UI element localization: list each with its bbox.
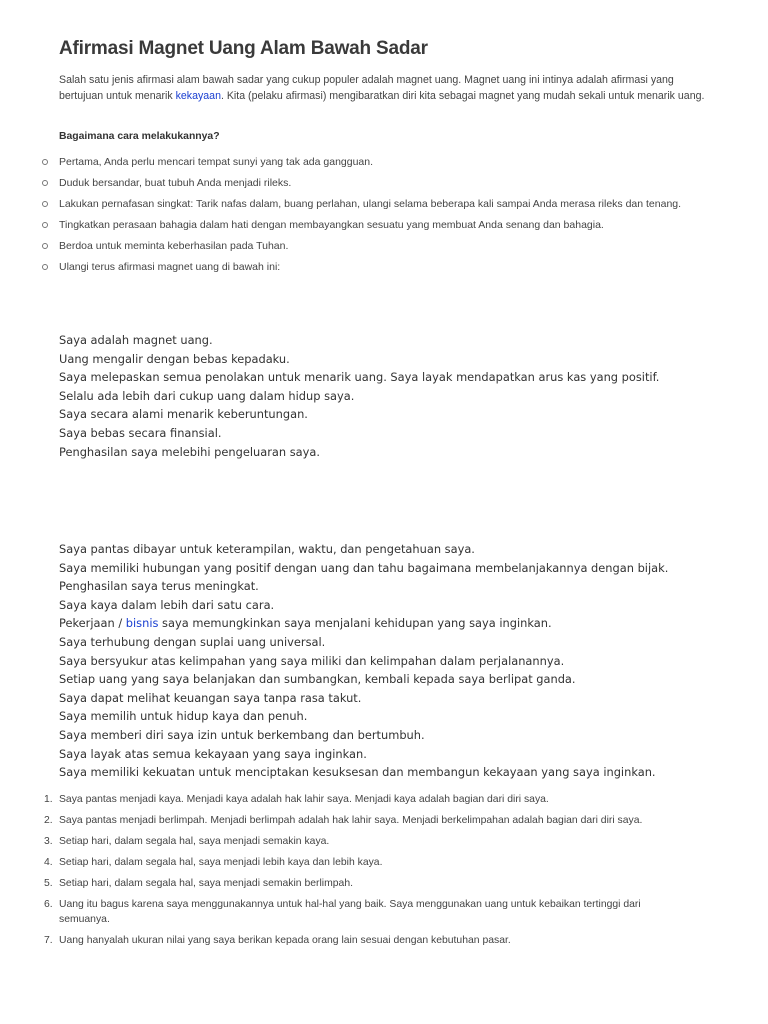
affirmation-line: Saya bebas secara finansial.: [59, 425, 222, 440]
list-item: [0, 239, 768, 260]
affirmation-line: Saya adalah magnet uang.: [59, 333, 213, 347]
affirmation-line: Saya terhubung dengan suplai uang universal.: [59, 634, 326, 649]
item-number: 1.: [44, 794, 53, 805]
circle-bullet-icon: [42, 222, 48, 228]
affirmation-line: Saya memberi diri saya izin untuk berkembang dan bertumbuh.: [59, 727, 425, 742]
step-text: Berdoa untuk meminta keberhasilan pada Tuhan.: [59, 240, 289, 252]
item-text: Setiap hari, dalam segala hal, saya menjadi semakin berlimpah.: [59, 878, 353, 889]
affirmation-line: Uang mengalir dengan bebas kepadaku.: [59, 351, 290, 366]
affirmation-line: Penghasilan saya melebihi pengeluaran saya.: [59, 444, 320, 459]
item-text: Saya pantas menjadi berlimpah. Menjadi berlimpah adalah hak lahir saya. Menjadi berkelimpahan adalah bagian dari diri saya.: [59, 815, 643, 826]
affirmation-line: Saya kaya dalam lebih dari satu cara.: [59, 597, 275, 612]
item-number: 7.: [44, 935, 53, 946]
affirmation-line: Saya secara alami menarik keberuntungan.: [59, 407, 308, 422]
item-number: 6.: [44, 899, 53, 910]
item-number: 2.: [44, 815, 53, 826]
intro-text-before: Salah satu jenis afirmasi alam bawah sadar yang cukup populer adalah magnet uang. Magnet uang ini intinya adalah afirmasi yang bertujuan untuk menarik: [59, 74, 674, 102]
list-item: [0, 792, 689, 807]
item-number: 3.: [44, 836, 53, 847]
intro-text-after: . Kita (pelaku afirmasi) mengibaratkan diri kita sebagai magnet yang mudah sekali untuk menarik uang.: [220, 89, 705, 102]
circle-bullet-icon: [42, 264, 48, 270]
affirmation-block-2: [59, 540, 668, 782]
step-text: Tingkatkan perasaan bahagia dalam hati dengan membayangkan sesuatu yang membuat Anda senang dan bahagia.: [59, 219, 604, 231]
item-text: Uang itu bagus karena saya menggunakannya untuk hal-hal yang baik. Saya menggunakan uang untuk kebaikan tertinggi dari semuanya.: [59, 899, 641, 925]
affirmation-line: Penghasilan saya terus meningkat.: [59, 579, 259, 594]
intro-paragraph: [59, 73, 719, 104]
step-text: Ulangi terus afirmasi magnet uang di bawah ini:: [59, 261, 281, 273]
page-title: Afirmasi Magnet Uang Alam Bawah Sadar: [59, 38, 428, 59]
list-item: [0, 155, 768, 176]
list-item: [0, 197, 768, 218]
affirmation-line: Saya layak atas semua kekayaan yang saya inginkan.: [59, 746, 367, 761]
list-item: [0, 218, 768, 239]
step-text: Pertama, Anda perlu mencari tempat sunyi yang tak ada gangguan.: [59, 156, 374, 168]
step-text: Duduk bersandar, buat tubuh Anda menjadi rileks.: [59, 177, 292, 189]
affirmation-line: Setiap uang yang saya belanjakan dan sumbangkan, kembali kepada saya berlipat ganda.: [59, 672, 576, 687]
list-item: [0, 897, 689, 927]
circle-bullet-icon: [42, 180, 48, 186]
affirmation-line: Saya dapat melihat keuangan saya tanpa rasa takut.: [59, 690, 362, 705]
list-item: [0, 834, 689, 849]
affirmation-line: Saya bersyukur atas kelimpahan yang saya miliki dan kelimpahan dalam perjalanannya.: [59, 653, 565, 668]
affirmation-line: [59, 614, 668, 633]
item-text: Uang hanyalah ukuran nilai yang saya berikan kepada orang lain sesuai dengan kebutuhan pasar.: [59, 935, 511, 946]
affirmation-line: Saya memilih untuk hidup kaya dan penuh.: [59, 709, 308, 724]
numbered-affirmations: [0, 792, 768, 954]
affirmation-line: Selalu ada lebih dari cukup uang dalam hidup saya.: [59, 388, 355, 403]
list-item: [0, 876, 689, 891]
kekayaan-link[interactable]: kekayaan: [175, 89, 221, 102]
item-text: Saya pantas menjadi kaya. Menjadi kaya adalah hak lahir saya. Menjadi kaya adalah bagian dari diri saya.: [59, 794, 549, 805]
circle-bullet-icon: [42, 243, 48, 249]
list-item: [0, 260, 768, 281]
item-number: 4.: [44, 857, 53, 868]
affirmation-line: Saya pantas dibayar untuk keterampilan, waktu, dan pengetahuan saya.: [59, 542, 475, 556]
circle-bullet-icon: [42, 159, 48, 165]
affirmation-text-after: saya memungkinkan saya menjalani kehidupan yang saya inginkan.: [158, 616, 552, 631]
affirmation-line: Saya melepaskan semua penolakan untuk menarik uang. Saya layak mendapatkan arus kas yang positif.: [59, 370, 660, 385]
item-number: 5.: [44, 878, 53, 889]
bisnis-link[interactable]: bisnis: [125, 616, 159, 631]
affirmation-line: Saya memiliki kekuatan untuk menciptakan kesuksesan dan membangun kekayaan yang saya inginkan.: [59, 765, 656, 780]
circle-bullet-icon: [42, 201, 48, 207]
list-item: [0, 176, 768, 197]
item-text: Setiap hari, dalam segala hal, saya menjadi semakin kaya.: [59, 836, 330, 847]
affirmation-block-1: [59, 331, 659, 461]
step-text: Lakukan pernafasan singkat: Tarik nafas dalam, buang perlahan, ulangi selama beberapa kali sampai Anda merasa rileks dan tenang.: [59, 198, 682, 210]
steps-list: [0, 155, 768, 281]
list-item: [0, 933, 689, 948]
affirmation-line: Saya memiliki hubungan yang positif dengan uang dan tahu bagaimana membelanjakannya dengan bijak.: [59, 560, 669, 575]
list-item: [0, 855, 689, 870]
how-to-subheading: Bagaimana cara melakukannya?: [59, 131, 220, 142]
list-item: [0, 813, 689, 828]
item-text: Setiap hari, dalam segala hal, saya menjadi lebih kaya dan lebih kaya.: [59, 857, 383, 868]
affirmation-text-before: Pekerjaan /: [59, 616, 126, 631]
